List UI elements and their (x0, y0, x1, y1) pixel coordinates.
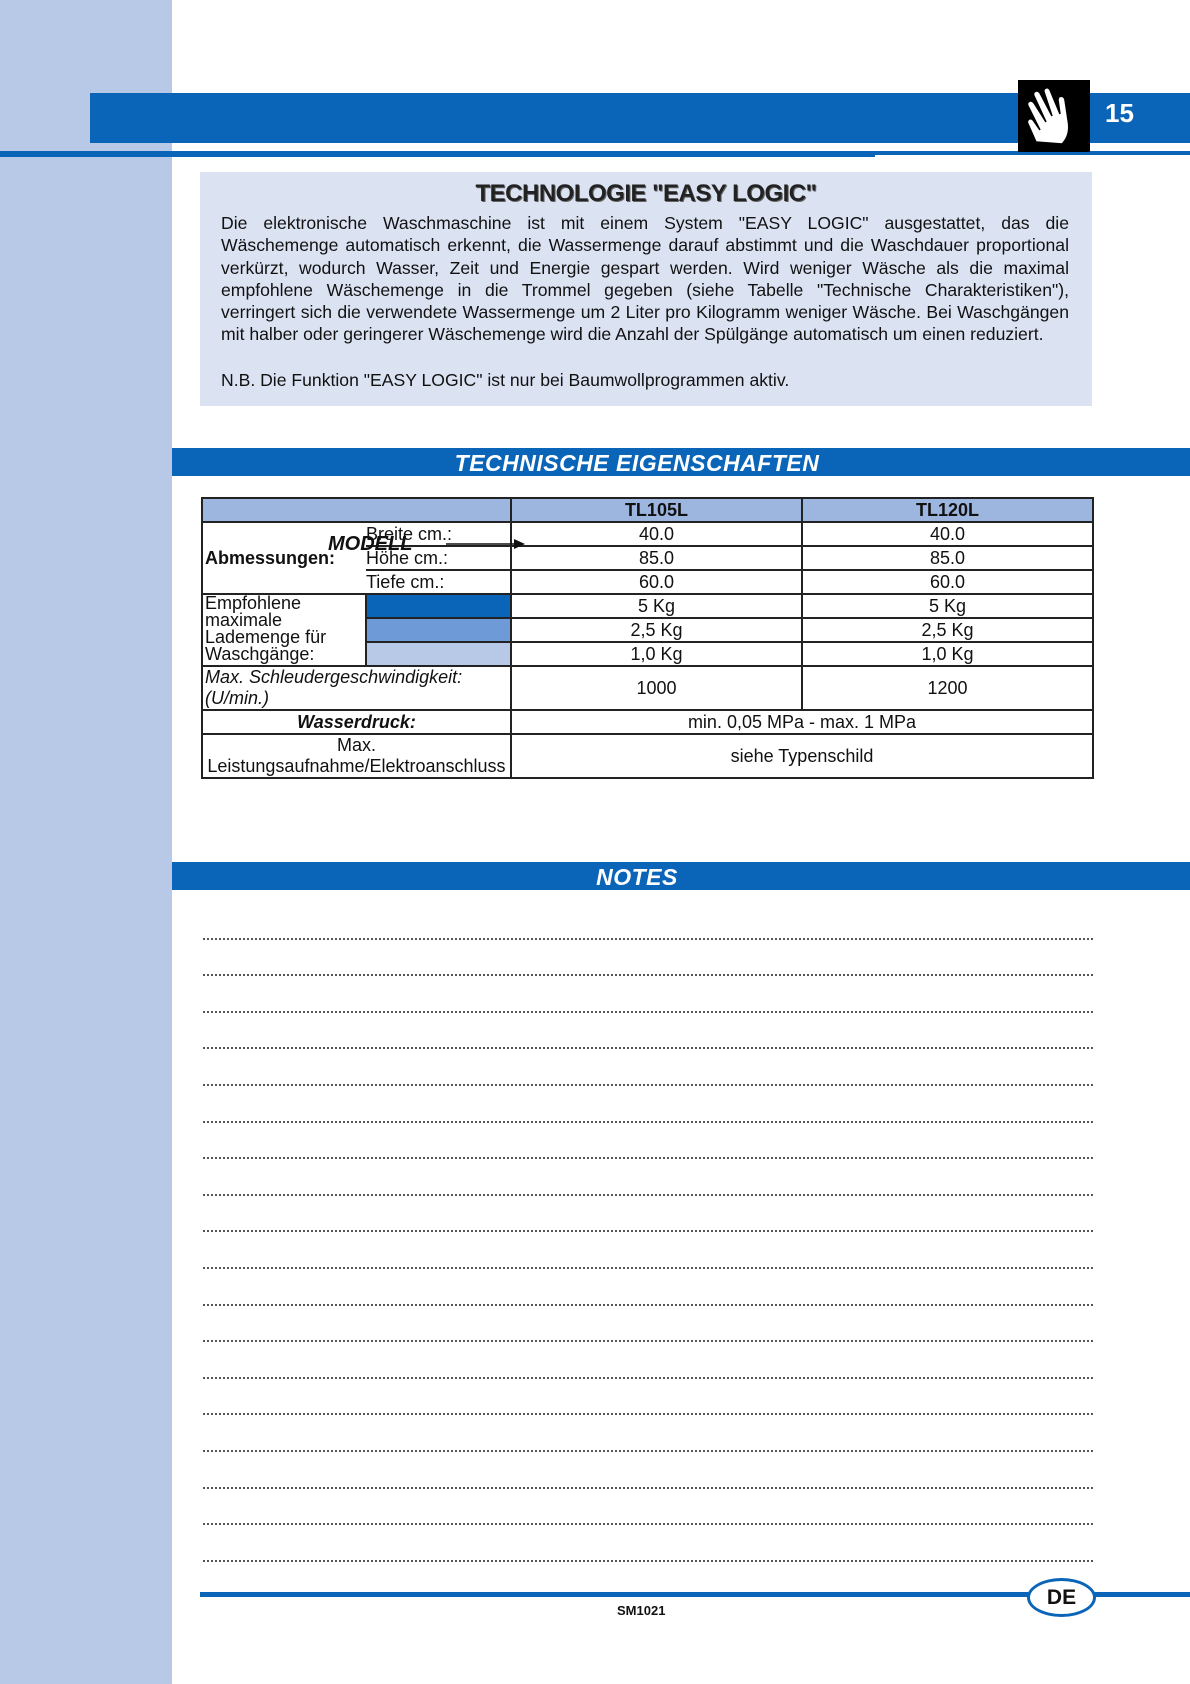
load-value: 1,0 Kg (511, 642, 802, 666)
note-line (203, 940, 1093, 977)
easy-logic-title: TECHNOLOGIE "EASY LOGIC" (475, 180, 817, 207)
load-value: 2,5 Kg (511, 618, 802, 642)
note-line (203, 1123, 1093, 1160)
modell-label: MODELL (328, 533, 413, 555)
note-line (203, 903, 1093, 940)
note-line (203, 976, 1093, 1013)
notes-section-title: NOTES (596, 864, 678, 890)
water-pressure-label: Wasserdruck: (202, 710, 511, 734)
notes-lines (203, 903, 1093, 1562)
dim-width-label: Breite cm.: (366, 522, 511, 546)
note-line (203, 1086, 1093, 1123)
tech-section-title: TECHNISCHE EIGENSCHAFTEN (454, 450, 820, 476)
arrow-right-icon (446, 537, 526, 551)
model-tl120l: TL120L (802, 498, 1093, 522)
spin-value: 1200 (802, 666, 1093, 710)
note-line (203, 1379, 1093, 1416)
easy-logic-body: Die elektronische Waschmaschine ist mit einem System "EASY LOGIC" ausgestattet, das die Wäschemenge automatisch erkennt, die Wassermenge darauf abstimmt und die Waschdauer proportional verkürzt, wodurch Wasser, Zeit und Energie gespart werden. Wird weniger Wäsche als die maximal empfohlene Wäschemenge in die Trommel gegeben (siehe Tabelle "Technische Charakteristiken"), verringert sich die verwendete Wassermenge um 2 Liter pro Kilogramm weniger Wäsche. Bei Waschgängen mit halber oder geringerer Wäschemenge wird die Anzahl der Spülgänge automatisch um einen reduziert. (221, 213, 1069, 345)
note-line (203, 1159, 1093, 1196)
dim-value: 40.0 (511, 522, 802, 546)
load-value: 5 Kg (802, 594, 1093, 618)
footer-code: SM1021 (617, 1603, 666, 1618)
hand-icon (1018, 80, 1090, 152)
load-value: 5 Kg (511, 594, 802, 618)
note-line (203, 1269, 1093, 1306)
spec-header-row (202, 498, 1093, 522)
water-row (202, 710, 1093, 734)
note-line (203, 1196, 1093, 1233)
spec-table (201, 497, 1094, 779)
water-pressure-value: min. 0,05 MPa - max. 1 MPa (511, 710, 1093, 734)
load-color-swatch-min (366, 642, 511, 666)
notes-section-bar (172, 862, 1190, 890)
note-line (203, 1415, 1093, 1452)
dim-depth-label: Tiefe cm.: (366, 570, 511, 594)
dim-value: 85.0 (802, 546, 1093, 570)
dimensions-label: Abmessungen: (202, 522, 366, 594)
load-color-swatch-half (366, 618, 511, 642)
spin-row (202, 666, 1093, 710)
page-number: 15 (1105, 98, 1134, 128)
model-tl105l: TL105L (511, 498, 802, 522)
dim-value: 85.0 (511, 546, 802, 570)
tech-section-bar (172, 448, 1190, 476)
sidebar-strip (0, 0, 172, 1684)
dim-height-label: Höhe cm.: (366, 546, 511, 570)
note-line (203, 1013, 1093, 1050)
load-color-swatch-full (366, 594, 511, 618)
language-badge: DE (1027, 1578, 1096, 1617)
load-label: Empfohlene maximale Lademenge für Waschgänge: (202, 594, 366, 666)
header-underline (0, 151, 875, 157)
dim-value: 60.0 (511, 570, 802, 594)
power-value: siehe Typenschild (511, 734, 1093, 778)
spin-value: 1000 (511, 666, 802, 710)
spin-speed-label: Max. Schleudergeschwindigkeit: (U/min.) (202, 666, 511, 710)
note-line (203, 1489, 1093, 1526)
note-line (203, 1452, 1093, 1489)
power-label: Max. Leistungsaufnahme/Elektroanschluss (202, 734, 511, 778)
load-value: 2,5 Kg (802, 618, 1093, 642)
load-row (202, 594, 1093, 618)
dim-value: 40.0 (802, 522, 1093, 546)
note-line (203, 1306, 1093, 1343)
note-line (203, 1049, 1093, 1086)
note-line (203, 1525, 1093, 1562)
note-line (203, 1232, 1093, 1269)
power-row (202, 734, 1093, 778)
dim-value: 60.0 (802, 570, 1093, 594)
note-line (203, 1342, 1093, 1379)
easy-logic-box (200, 172, 1092, 406)
easy-logic-note: N.B. Die Funktion "EASY LOGIC" ist nur bei Baumwollprogrammen aktiv. (221, 370, 790, 390)
load-value: 1,0 Kg (802, 642, 1093, 666)
